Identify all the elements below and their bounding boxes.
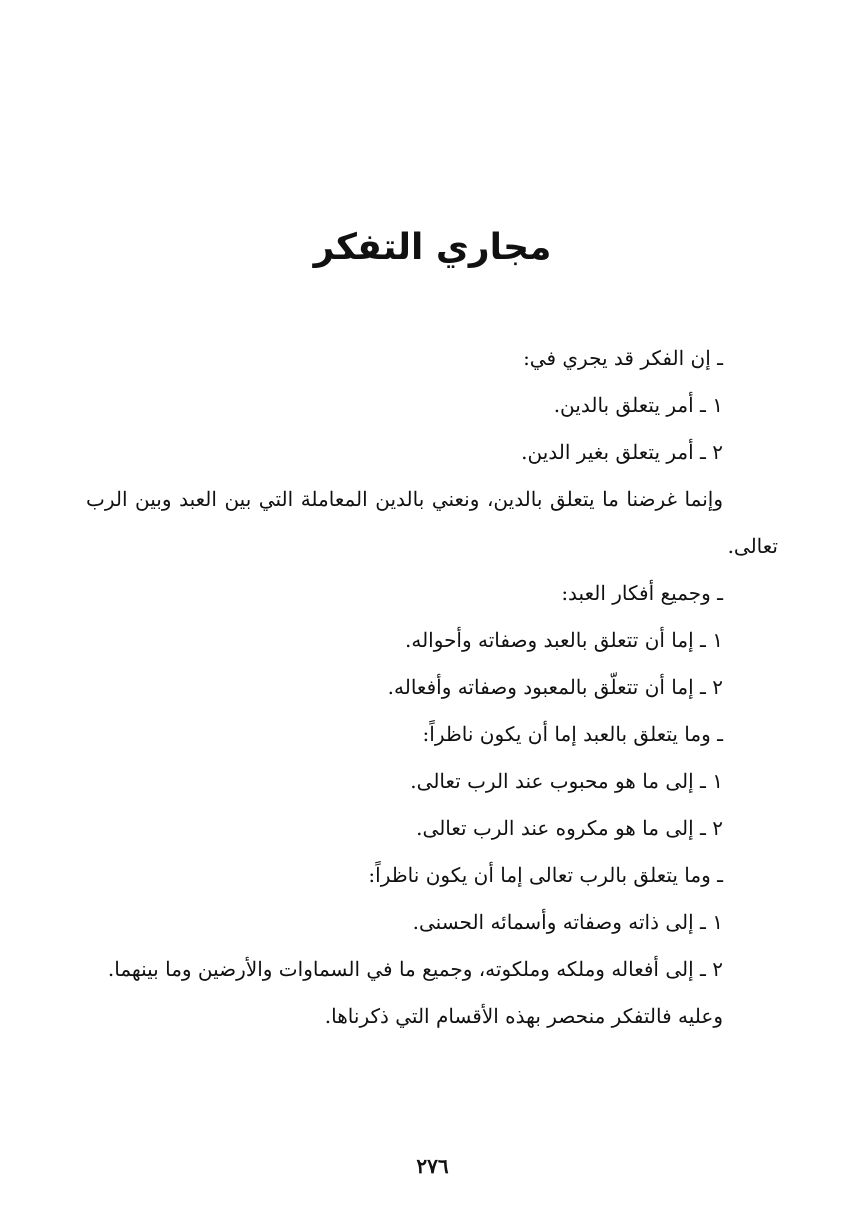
list-item: ٢ ـ إلى أفعاله وملكه وملكوته، وجميع ما في السماوات والأرضين وما بينهما.: [107, 957, 723, 981]
list-item: ٢ ـ أمر يتعلق بغير الدين.: [521, 440, 723, 464]
list-item: ١ ـ إلى ما هو محبوب عند الرب تعالى.: [410, 769, 723, 793]
list-item: ١ ـ إما أن تتعلق بالعبد وصفاته وأحواله.: [405, 628, 723, 652]
paragraph: وإنما غرضنا ما يتعلق بالدين، ونعني بالدين المعاملة التي بين العبد وبين الرب تعالى.: [86, 487, 778, 558]
page-title: مجاري التفكر: [313, 227, 552, 268]
list-item: ١ ـ إلى ذاته وصفاته وأسمائه الحسنى.: [412, 910, 723, 934]
text-line: وعليه فالتفكر منحصر بهذه الأقسام التي ذكرناها.: [324, 1004, 723, 1028]
list-item: ١ ـ أمر يتعلق بالدين.: [553, 393, 723, 417]
text-line: ـ وجميع أفكار العبد:: [561, 581, 723, 605]
body-text: [86, 335, 778, 1040]
text-line: ـ وما يتعلق بالرب تعالى إما أن يكون ناظراً:: [368, 863, 723, 887]
text-line: ـ وما يتعلق بالعبد إما أن يكون ناظراً:: [422, 722, 723, 746]
page-number: ٢٧٦: [416, 1154, 449, 1178]
list-item: ٢ ـ إما أن تتعلّق بالمعبود وصفاته وأفعاله.: [387, 675, 723, 699]
list-item: ٢ ـ إلى ما هو مكروه عند الرب تعالى.: [416, 816, 723, 840]
text-line: ـ إن الفكر قد يجري في:: [523, 346, 723, 370]
